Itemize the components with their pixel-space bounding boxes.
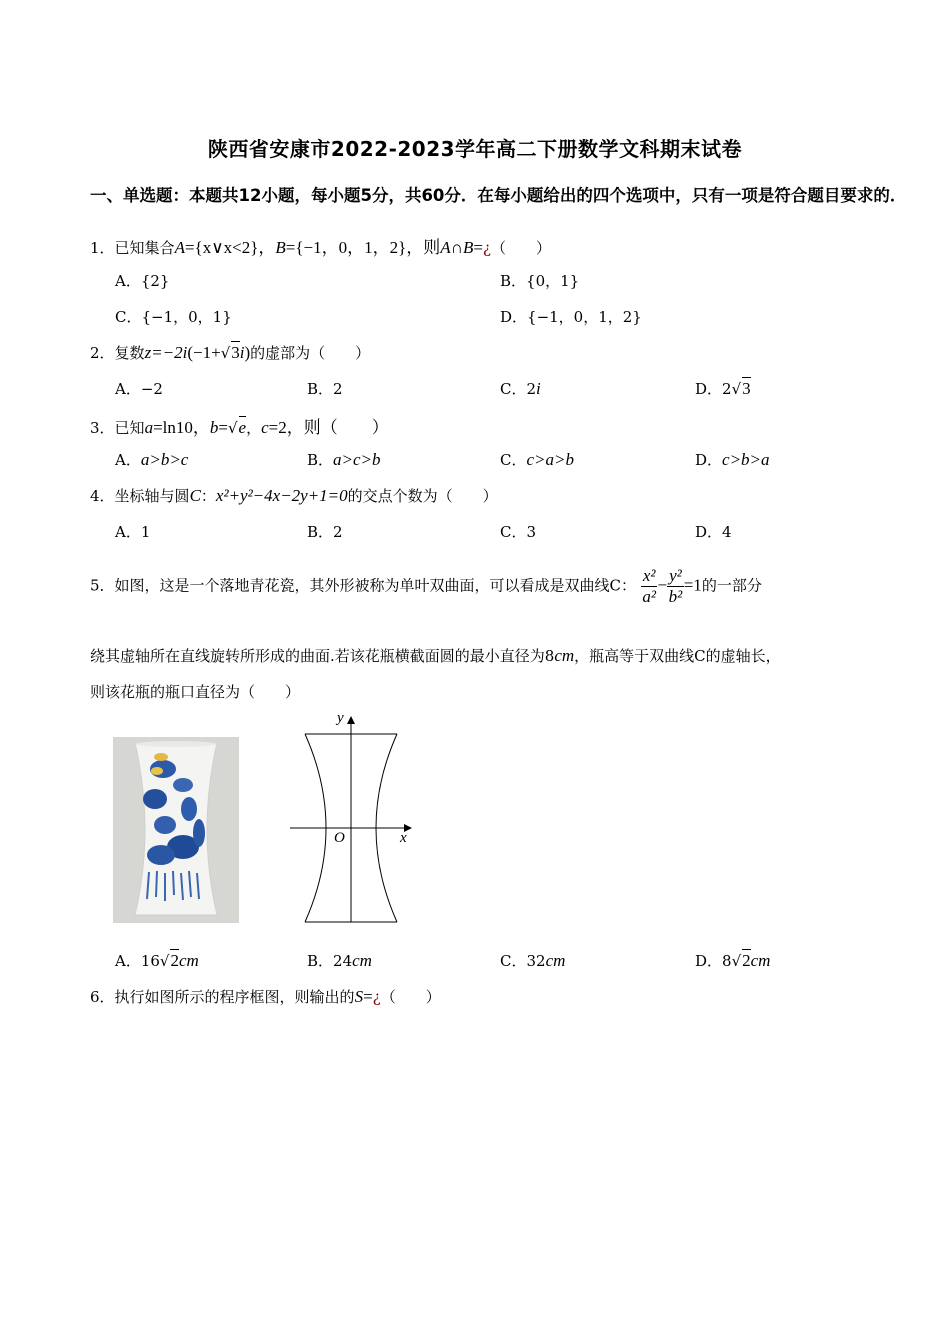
q2-option-d: D．2√3 <box>695 379 751 398</box>
q4-option-a: A．1 <box>115 523 151 541</box>
q2-option-b: B．2 <box>307 380 343 398</box>
question-3: 3．已知a=ln10，b=√e，c=2，则（ ） <box>90 418 389 437</box>
q5-option-a: A．16√2cm <box>115 951 199 970</box>
q3-option-b: B．a>c>b <box>307 450 381 469</box>
q4-option-c: C．3 <box>500 523 537 541</box>
q3-option-d: D．c>b>a <box>695 450 770 469</box>
question-5-line-3: 则该花瓶的瓶口直径为（ ） <box>90 683 301 701</box>
q4-option-b: B．2 <box>307 523 343 541</box>
q2-option-c: C．2i <box>500 379 541 398</box>
page-title: 陕西省安康市2022-2023学年高二下册数学文科期末试卷 <box>207 137 743 161</box>
q5-option-d: D．8√2cm <box>695 951 771 970</box>
q3-option-c: C．c>a>b <box>500 450 574 469</box>
fraction-y: $\frac{\text{y²}}{\text{b²}}$ <box>668 566 683 606</box>
q2-option-a: A．−2 <box>115 380 163 398</box>
question-1: 1．已知集合A={x∨x<2}，B={−1，0，1，2}，则A∩B=¿（ ） <box>90 238 551 257</box>
y-label: y <box>337 710 344 726</box>
hyperbola-figure <box>285 708 415 926</box>
question-4: 4．坐标轴与圆C：x²+y²−4x−2y+1=0的交点个数为（ ） <box>90 486 498 505</box>
q5-option-c: C．32cm <box>500 951 566 970</box>
fraction-x: $\frac{\text{x²}}{\text{a²}}$ <box>642 566 656 606</box>
question-5-line-1: 5．如图，这是一个落地青花瓷，其外形被称为单叶双曲面，可以看成是双曲线C： $\frac{\text{x²}}{\text{a²}}$ − $\frac{\text{y²}}{\text{b²}}$ =1的一部分 <box>90 566 762 606</box>
q4-option-d: D．4 <box>695 523 732 541</box>
q1-option-d: D．{−1，0，1，2} <box>500 308 642 326</box>
question-2: 2．复数z=−2i(−1+√3i)的虚部为（ ） <box>90 343 371 362</box>
question-6: 6．执行如图所示的程序框图，则输出的S=¿（ ） <box>90 987 441 1006</box>
x-label: x <box>400 830 407 846</box>
q1-option-c: C．{−1，0，1} <box>115 308 232 326</box>
question-5-line-2: 绕其虚轴所在直线旋转所形成的曲面.若该花瓶横截面圆的最小直径为8cm，瓶高等于双曲线C的虚轴长， <box>90 646 781 665</box>
q1-option-b: B．{0，1} <box>500 272 580 290</box>
q1-option-a: A．{2} <box>115 272 170 290</box>
vase-photo <box>113 737 239 923</box>
q3-option-a: A．a>b>c <box>115 450 189 469</box>
origin-label: O <box>334 830 345 846</box>
section-heading: 一、单选题：本题共12小题，每小题5分，共60分．在每小题给出的四个选项中，只有一项是符合题目要求的． <box>90 186 907 205</box>
q5-option-b: B．24cm <box>307 951 372 970</box>
